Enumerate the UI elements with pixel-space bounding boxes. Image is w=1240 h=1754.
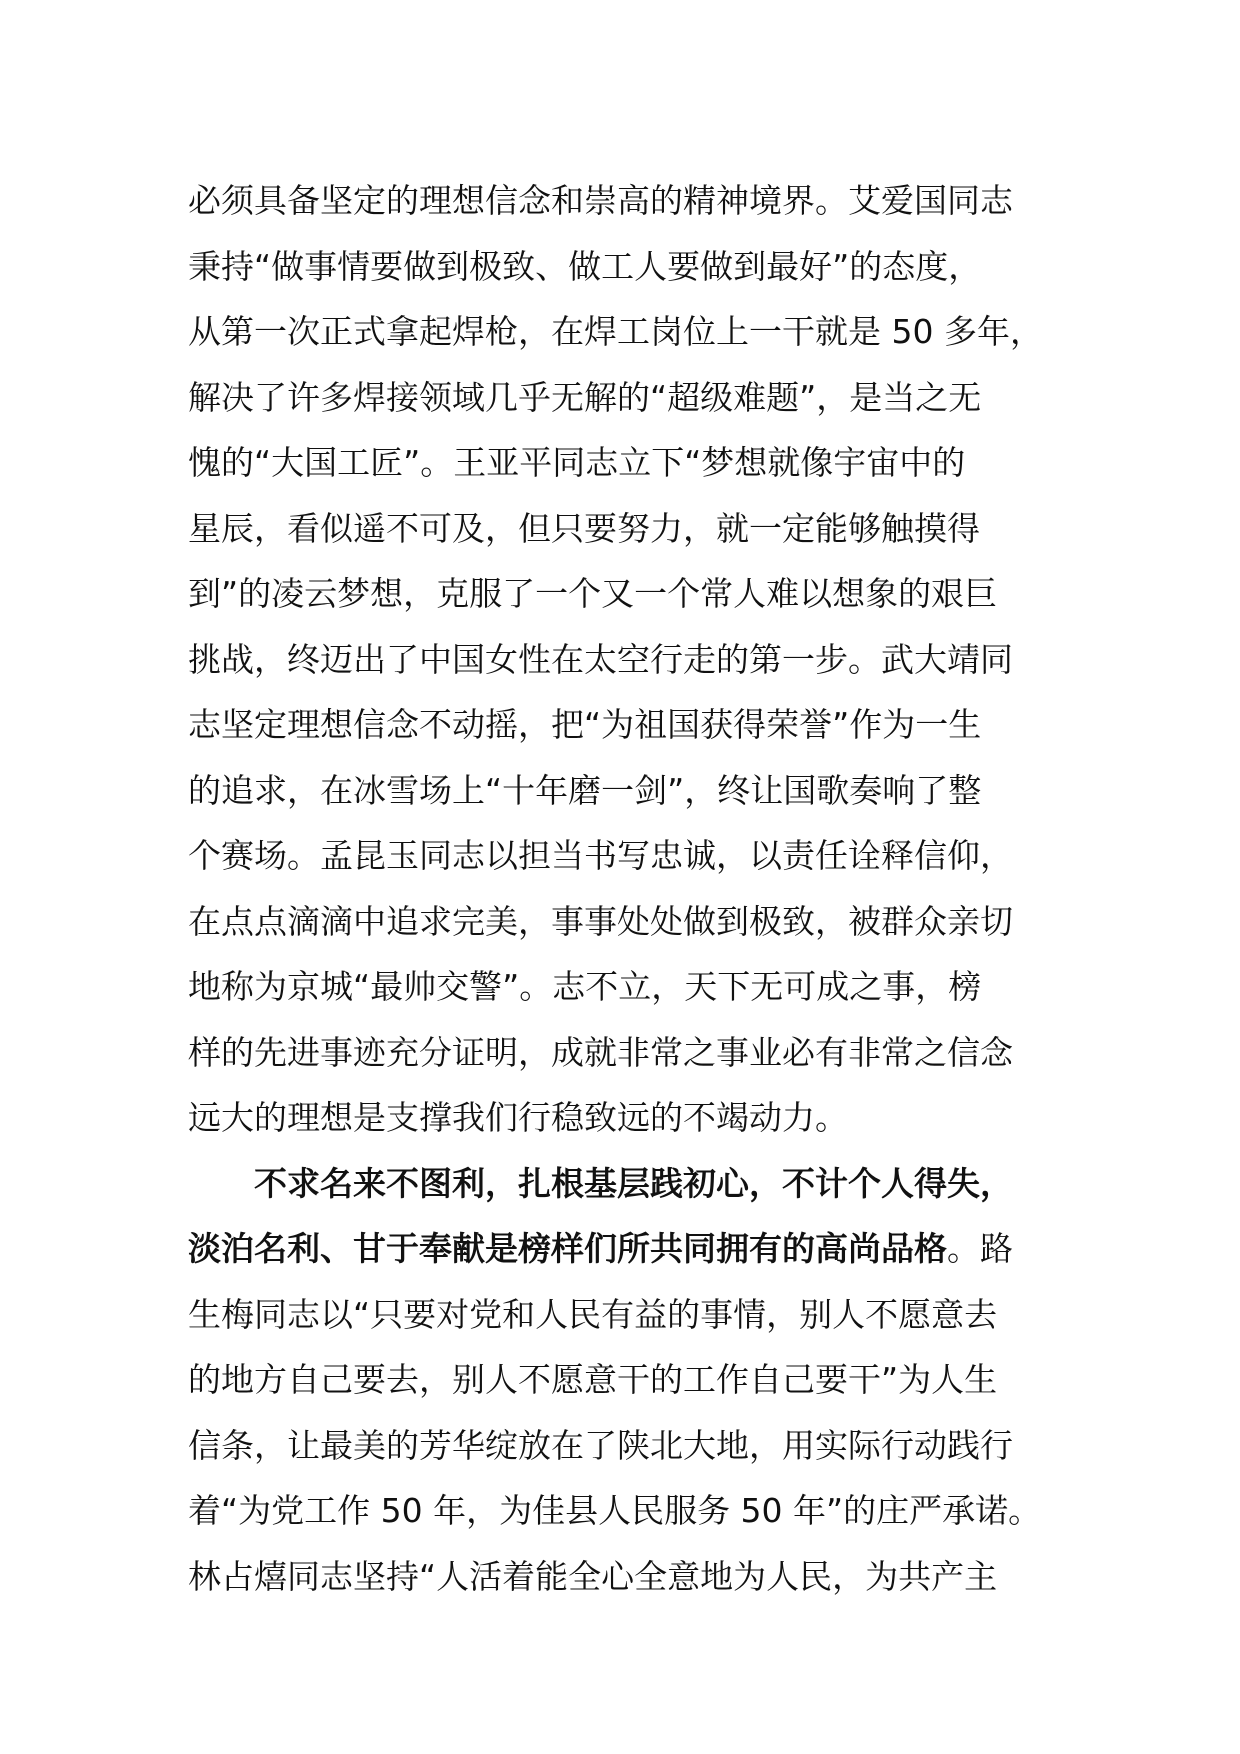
text-line: 林占熺同志坚持“人活着能全心全意地为人民，为共产主 — [188, 1556, 998, 1596]
bold-heading-text: 淡泊名利、甘于奉献是榜样们所共同拥有的高尚品格 — [188, 1229, 947, 1268]
text-line: 从第一次正式拿起焊枪，在焊工岗位上一干就是 50 多年， — [188, 312, 1043, 351]
text-run: 。路 — [947, 1229, 1013, 1268]
text-line: 地称为京城“最帅交警”。志不立，天下无可成之事，榜 — [188, 967, 982, 1006]
text-line: 远大的理想是支撑我们行稳致远的不竭动力。 — [188, 1098, 848, 1137]
body-text — [188, 168, 1068, 1609]
text-line: 的地方自己要去，别人不愿意干的工作自己要干”为人生 — [188, 1360, 998, 1399]
bold-heading-text: 不求名来不图利，扎根基层践初心，不计个人得失， — [254, 1163, 1013, 1203]
text-line: 愧的“大国工匠”。王亚平同志立下“梦想就像宇宙中的 — [188, 443, 966, 482]
text-line: 样的先进事迹充分证明，成就非常之事业必有非常之信念 — [188, 1032, 1013, 1072]
text-line: 信条，让最美的芳华绽放在了陕北大地，用实际行动践行 — [188, 1425, 1013, 1465]
text-line: 生梅同志以“只要对党和人民有益的事情，别人不愿意去 — [188, 1294, 998, 1334]
text-line: 到”的凌云梦想，克服了一个又一个常人难以想象的艰巨 — [188, 574, 998, 613]
text-line: 解决了许多焊接领域几乎无解的“超级难题”，是当之无 — [188, 377, 982, 417]
text-line: 挑战，终迈出了中国女性在太空行走的第一步。武大靖同 — [188, 639, 1013, 679]
paragraph-2-first-line — [188, 1151, 1068, 1217]
paragraph-2-second-line — [188, 1216, 1068, 1282]
text-line: 着“为党工作 50 年，为佳县人民服务 50 年”的庄严承诺。 — [188, 1491, 1042, 1530]
text-line: 星辰，看似遥不可及，但只要努力，就一定能够触摸得 — [188, 508, 980, 548]
text-line: 个赛场。孟昆玉同志以担当书写忠诚，以责任诠释信仰， — [188, 836, 1013, 875]
text-line: 的追求，在冰雪场上“十年磨一剑”，终让国歌奏响了整 — [188, 770, 982, 810]
text-line: 必须具备坚定的理想信念和崇高的精神境界。艾爱国同志 — [188, 181, 1013, 220]
text-line: 在点点滴滴中追求完美，事事处处做到极致，被群众亲切 — [188, 901, 1013, 941]
text-line: 秉持“做事情要做到极致、做工人要做到最好”的态度， — [188, 246, 982, 286]
text-line: 志坚定理想信念不动摇，把“为祖国获得荣誉”作为一生 — [188, 705, 982, 744]
